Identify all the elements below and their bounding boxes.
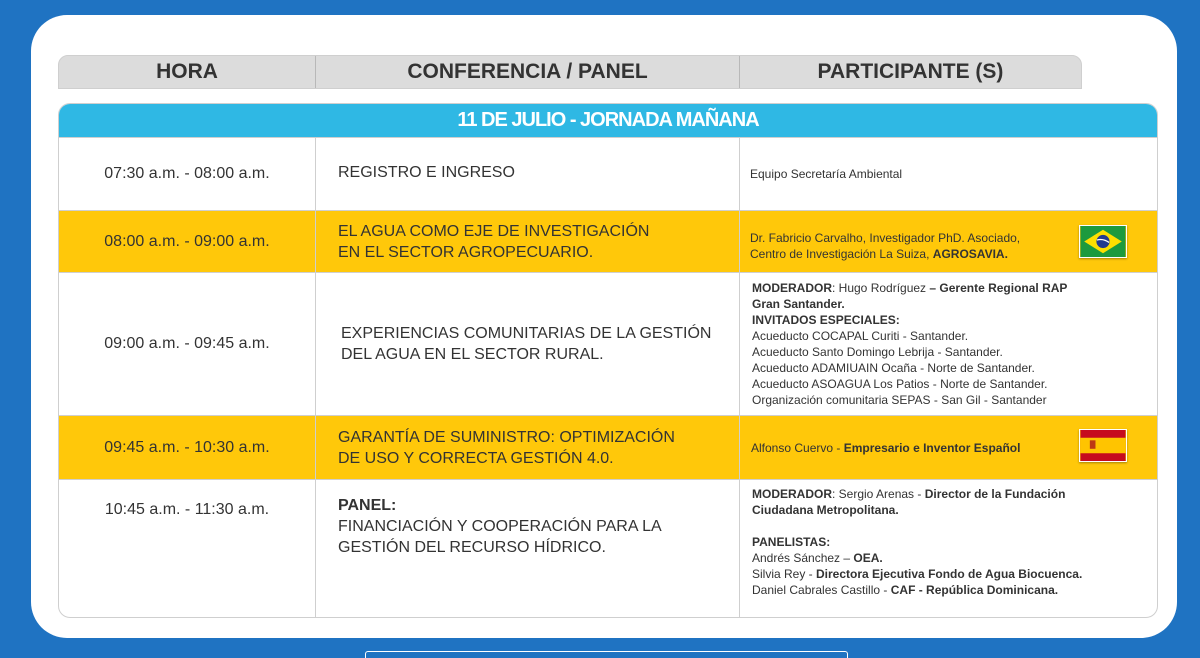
participant-line: Acueducto ADAMIUAIN Ocaña - Norte de Santander. xyxy=(752,361,1035,375)
participant-bold: Empresario e Inventor Español xyxy=(843,440,1021,455)
participant-line: Acueducto ASOAGUA Los Patios - Norte de Santander. xyxy=(752,377,1048,391)
conference-line: DEL AGUA EN EL SECTOR RURAL. xyxy=(341,346,604,363)
participant-line: Acueducto Santo Domingo Lebrija - Santander. xyxy=(752,345,1003,359)
participant-bold: AGROSAVIA. xyxy=(932,246,1008,261)
participant-line: Equipo Secretaría Ambiental xyxy=(750,167,903,181)
participant-bold: Directora Ejecutiva Fondo de Agua Biocuenca. xyxy=(816,567,1083,581)
table-row xyxy=(59,415,1157,479)
table-row xyxy=(59,272,1157,415)
participant-line: Acueducto COCAPAL Curiti - Santander. xyxy=(752,329,969,343)
row-conference xyxy=(316,273,740,415)
header-participants: PARTICIPANTE (S) xyxy=(817,60,1004,83)
row-time: 09:45 a.m. - 10:30 a.m. xyxy=(59,416,316,479)
participant-text: Alfonso Cuervo - xyxy=(751,440,844,455)
row-conference xyxy=(316,480,740,618)
row-participants xyxy=(740,416,1157,479)
participant-label: MODERADOR xyxy=(752,281,832,295)
participant-bold: Director de la Fundación xyxy=(924,487,1066,501)
table-row xyxy=(59,137,1157,210)
participant-line xyxy=(752,582,1157,598)
row-time: 09:00 a.m. - 09:45 a.m. xyxy=(59,273,316,415)
header-conference: CONFERENCIA / PANEL xyxy=(316,56,740,88)
row-time: 10:45 a.m. - 11:30 a.m. xyxy=(59,480,316,618)
participant-text: Daniel Cabrales Castillo - xyxy=(752,583,891,597)
row-participants xyxy=(740,211,1157,272)
agenda-table xyxy=(58,103,1158,618)
participant-text: Silvia Rey - xyxy=(752,567,817,581)
conference-line: EL AGUA COMO EJE DE INVESTIGACIÓN xyxy=(338,222,650,240)
conference-line: DE USO Y CORRECTA GESTIÓN 4.0. xyxy=(338,449,614,467)
table-row xyxy=(59,210,1157,272)
participant-line: Dr. Fabricio Carvalho, Investigador PhD. Asociado, xyxy=(750,230,1021,245)
conference-line: GARANTÍA DE SUMINISTRO: OPTIMIZACIÓN xyxy=(338,428,675,446)
participant-line xyxy=(752,566,1157,582)
spain-flag-icon xyxy=(1079,429,1127,462)
participant-label: MODERADOR xyxy=(752,487,832,501)
conference-line: EN EL SECTOR AGROPECUARIO. xyxy=(338,243,594,261)
section-label: INVITADOS ESPECIALES: xyxy=(752,313,900,327)
conference-line: REGISTRO E INGRESO xyxy=(338,164,515,181)
participant-line xyxy=(752,550,1157,566)
participant-text: Centro de Investigación La Suiza, xyxy=(750,246,930,261)
row-conference xyxy=(316,138,740,210)
row-participants xyxy=(740,273,1157,415)
row-conference xyxy=(316,211,740,272)
row-time: 08:00 a.m. - 09:00 a.m. xyxy=(59,211,316,272)
participant-line: Organización comunitaria SEPAS - San Gil - Santander xyxy=(752,393,1047,407)
participant-line: Ciudadana Metropolitana. xyxy=(752,503,899,517)
participant-text: Andrés Sánchez – xyxy=(752,551,854,565)
participant-line: Gran Santander. xyxy=(752,297,845,311)
row-participants xyxy=(740,480,1157,618)
row-time: 07:30 a.m. - 08:00 a.m. xyxy=(59,138,316,210)
conference-line: GESTIÓN DEL RECURSO HÍDRICO. xyxy=(338,539,606,556)
table-header xyxy=(58,55,1082,89)
row-participants xyxy=(740,138,1157,210)
brazil-flag-icon xyxy=(1079,225,1127,258)
row-conference xyxy=(316,416,740,479)
table-row xyxy=(59,479,1157,618)
participant-line xyxy=(752,280,1157,296)
participant-bold: CAF - República Dominicana. xyxy=(890,583,1059,597)
conference-line: EXPERIENCIAS COMUNITARIAS DE LA GESTIÓN xyxy=(341,325,712,342)
footer-strip xyxy=(365,651,848,658)
conference-line: FINANCIACIÓN Y COOPERACIÓN PARA LA xyxy=(338,518,662,535)
blank-line xyxy=(752,518,1157,534)
participant-text: : Hugo Rodríguez xyxy=(832,281,930,295)
day-banner: 11 DE JULIO - JORNADA MAÑANA xyxy=(59,104,1157,137)
participant-bold: – Gerente Regional RAP xyxy=(929,281,1068,295)
participant-text: : Sergio Arenas - xyxy=(832,487,925,501)
section-label: PANELISTAS: xyxy=(752,535,831,549)
participant-bold: OEA. xyxy=(853,551,883,565)
header-time: HORA xyxy=(59,56,316,88)
participant-line xyxy=(752,486,1157,502)
conference-title: PANEL: xyxy=(338,497,397,514)
